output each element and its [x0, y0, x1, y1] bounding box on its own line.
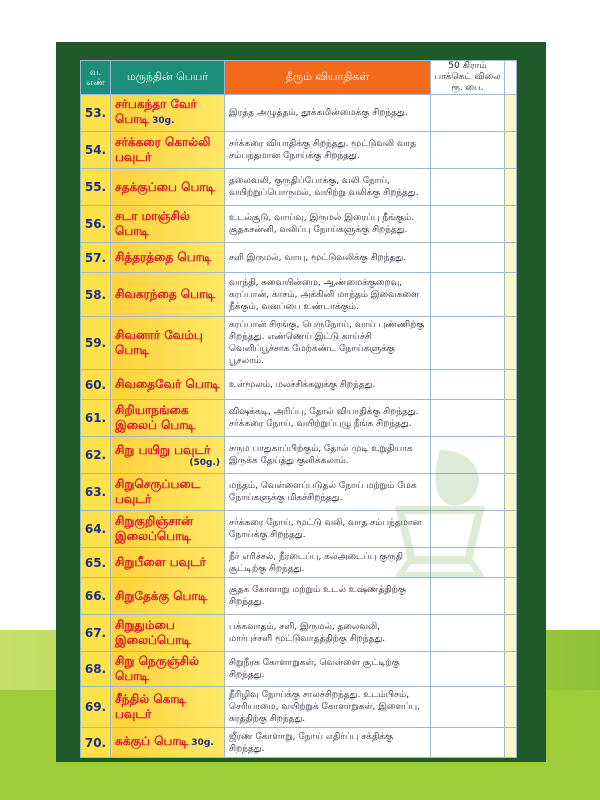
- row-medicine-name-cell: [111, 273, 225, 317]
- row-blank-cell: [505, 169, 517, 206]
- table-row: [81, 652, 517, 687]
- row-blank-cell: [505, 317, 517, 370]
- row-serial-number: 53.: [81, 95, 111, 132]
- header-price: [431, 61, 505, 95]
- row-quantity: (50g.): [189, 457, 220, 468]
- table-row: [81, 474, 517, 511]
- row-blank-cell: [505, 400, 517, 437]
- row-medicine-name: சிவதைவேர் பொடி: [115, 377, 220, 391]
- row-medicine-name-cell: [111, 132, 225, 169]
- row-medicine-name-cell: [111, 95, 225, 132]
- row-medicine-name-cell: [111, 615, 225, 652]
- row-price-cell: [431, 243, 505, 273]
- row-price-cell: [431, 474, 505, 511]
- row-serial-number: 70.: [81, 728, 111, 758]
- row-serial-number: 54.: [81, 132, 111, 169]
- row-price-cell: [431, 511, 505, 548]
- row-medicine-name-cell: [111, 169, 225, 206]
- row-blank-cell: [505, 437, 517, 474]
- row-medicine-name: சுக்குப் பொடி: [115, 734, 189, 748]
- row-medicine-name-cell: [111, 687, 225, 728]
- row-medicine-name: சிறுதேக்கு பொடி: [115, 588, 208, 603]
- row-medicine-name: சித்தரத்தை பொடி: [115, 250, 212, 264]
- row-benefits: பக்கவாதம், சளி, இருமல், தலைவலி, மார்புச்சளி மூட்டுவாதத்திற்கு சிறந்தது.: [225, 615, 431, 652]
- row-medicine-name-cell: [111, 728, 225, 758]
- header-price-line1: 50 கிராம்: [448, 61, 487, 71]
- row-price-cell: [431, 687, 505, 728]
- header-blank-column: [505, 61, 517, 95]
- table-row: [81, 317, 517, 370]
- row-price-cell: [431, 206, 505, 243]
- row-medicine-name-cell: [111, 474, 225, 511]
- row-quantity: 30g.: [152, 116, 175, 126]
- table-row: [81, 370, 517, 400]
- row-medicine-name: சர்பகந்தா வேர் பொடி: [115, 97, 197, 126]
- row-price-cell: [431, 578, 505, 615]
- row-medicine-name-cell: [111, 548, 225, 578]
- row-benefits: நீரிழிவு நோய்க்கு சாலச்சிறந்தது. உடம்பிசம், செரியாமை, வயிற்றுக் கோளாறுகள், இளைப்பு, சுரத்திற்கு சிறந்தது.: [225, 687, 431, 728]
- row-medicine-name-cell: [111, 652, 225, 687]
- header-serial-number: வ. எண்: [81, 61, 111, 95]
- row-price-cell: [431, 273, 505, 317]
- table-row: [81, 548, 517, 578]
- row-blank-cell: [505, 243, 517, 273]
- row-benefits: இரத்த அழுத்தம், தூக்கமின்மைக்கு சிறந்தது.: [225, 95, 431, 132]
- row-benefits: சூதக கோளாறு மற்றும் உடல் உஷ்ணத்திற்கு சிறந்தது.: [225, 578, 431, 615]
- row-medicine-name-cell: [111, 400, 225, 437]
- table-row: [81, 578, 517, 615]
- medicine-price-table: [80, 60, 517, 758]
- row-medicine-name: சிவனார் வேம்பு பொடி: [115, 328, 203, 357]
- row-serial-number: 60.: [81, 370, 111, 400]
- row-serial-number: 57.: [81, 243, 111, 273]
- row-serial-number: 56.: [81, 206, 111, 243]
- table-row: [81, 437, 517, 474]
- header-price-line3: ரூ. பை.: [451, 83, 484, 93]
- table-row: [81, 169, 517, 206]
- row-serial-number: 69.: [81, 687, 111, 728]
- row-medicine-name: சிறுசெருப்படை பவுடர்: [115, 477, 201, 506]
- table-row: [81, 243, 517, 273]
- row-benefits: சர்க்கரை நோய், மூட்டு வலி, வாத சம்பந்தமான நோய்க்கு சிறந்தது.: [225, 511, 431, 548]
- row-medicine-name-cell: [111, 243, 225, 273]
- row-medicine-name: சிறுகுறிஞ்சான் இலைப்பொடி: [115, 514, 193, 543]
- row-blank-cell: [505, 548, 517, 578]
- row-quantity: 30g.: [191, 738, 214, 748]
- row-benefits: மந்தம், வெள்ளைப்படுதல் நோய் மற்றும் மேக நோய்களுக்கு மிகச்சிறந்தது.: [225, 474, 431, 511]
- header-benefits: தீரும் வியாதிகள்: [225, 61, 431, 95]
- row-medicine-name-cell: [111, 317, 225, 370]
- row-benefits: கரப்பான் சிரங்கு, பெருநோய், வாய் புண்ணிற்கு சிறந்தது. எண்ணெய் இட்டு காய்ச்சி வெளிப்பூச்சாக மேற்கண்ட நோய்களுக்கு பூசலாம்.: [225, 317, 431, 370]
- row-serial-number: 66.: [81, 578, 111, 615]
- table-row: [81, 728, 517, 758]
- row-serial-number: 61.: [81, 400, 111, 437]
- row-blank-cell: [505, 370, 517, 400]
- row-blank-cell: [505, 728, 517, 758]
- row-price-cell: [431, 95, 505, 132]
- row-medicine-name-cell: [111, 437, 225, 474]
- row-medicine-name: சிறுபீளை பவுடர்: [115, 555, 206, 569]
- row-blank-cell: [505, 95, 517, 132]
- row-medicine-name: சிவகரந்தை பொடி: [115, 287, 215, 301]
- row-serial-number: 59.: [81, 317, 111, 370]
- table-row: [81, 273, 517, 317]
- row-serial-number: 65.: [81, 548, 111, 578]
- row-medicine-name: சிறியாநங்கை இலைப் பொடி: [115, 403, 196, 432]
- row-medicine-name: சிறுதும்பை இலைப்பொடி: [115, 618, 192, 647]
- row-blank-cell: [505, 273, 517, 317]
- row-blank-cell: [505, 652, 517, 687]
- row-benefits: உடல்சூடு, வாய்வு, இருமல் இரைப்பு நீங்கும். சூதகசன்னி, வலிப்பு நோய்களுக்கு சிறந்தது.: [225, 206, 431, 243]
- row-serial-number: 55.: [81, 169, 111, 206]
- row-serial-number: 64.: [81, 511, 111, 548]
- row-medicine-name-cell: [111, 511, 225, 548]
- row-price-cell: [431, 548, 505, 578]
- row-price-cell: [431, 370, 505, 400]
- row-medicine-name: சிறு நெருஞ்சில் பொடி: [115, 654, 200, 683]
- table-row: [81, 511, 517, 548]
- table-row: [81, 687, 517, 728]
- row-benefits: சிறுநீரக கோளாறுகள், வெள்ளை சூட்டிற்கு சிறந்தது.: [225, 652, 431, 687]
- row-benefits: தலைவலி, குருதிப்போக்கு, வலி நோய், வயிற்றுப்பொருமல், வயிற்று வலிக்கு சிறந்தது.: [225, 169, 431, 206]
- row-medicine-name: சிறு பயிறு பவுடர்: [115, 442, 211, 457]
- table-row: [81, 615, 517, 652]
- row-price-cell: [431, 400, 505, 437]
- row-serial-number: 62.: [81, 437, 111, 474]
- header-price-line2: பாக்கெட் விலை: [434, 72, 501, 82]
- table-row: [81, 95, 517, 132]
- row-price-cell: [431, 317, 505, 370]
- row-price-cell: [431, 615, 505, 652]
- row-benefits: நீர் எரிச்சல், நீரடைப்பு, கல்அடைப்பு குருதி சூட்டிற்கு சிறந்தது.: [225, 548, 431, 578]
- row-blank-cell: [505, 615, 517, 652]
- row-medicine-name-cell: [111, 578, 225, 615]
- table-row: [81, 132, 517, 169]
- row-blank-cell: [505, 474, 517, 511]
- table-header-row: [81, 61, 517, 95]
- row-price-cell: [431, 169, 505, 206]
- table-row: [81, 206, 517, 243]
- row-medicine-name: சடா மாஞ்சில் பொடி: [115, 209, 190, 238]
- row-price-cell: [431, 132, 505, 169]
- row-benefits: ஜீரண கோளாறு, நோய் எதிர்ப்பு சக்திக்கு சிறந்தது.: [225, 728, 431, 758]
- row-serial-number: 67.: [81, 615, 111, 652]
- row-price-cell: [431, 437, 505, 474]
- row-blank-cell: [505, 578, 517, 615]
- row-benefits: வாந்தி, சுவையின்மை, ஆண்மைக்குறைவு, கரப்பான், காசம், அக்கினி மாந்தம் இவைகளை நீக்கும், வனப்பை உண்டாக்கும்.: [225, 273, 431, 317]
- row-blank-cell: [505, 687, 517, 728]
- row-price-cell: [431, 652, 505, 687]
- row-benefits: சரும பாதுகாப்பிற்கும், தோல் முடி உறுதியாக இருக்க தேய்த்து குளிக்கலாம்.: [225, 437, 431, 474]
- row-blank-cell: [505, 511, 517, 548]
- row-blank-cell: [505, 132, 517, 169]
- row-benefits: உள்மூலம், மலச்சிக்கலுக்கு சிறந்தது.: [225, 370, 431, 400]
- row-medicine-name-cell: [111, 206, 225, 243]
- row-benefits: சளி இருமல், வாயு, மூட்டுவலிக்கு சிறந்தது.: [225, 243, 431, 273]
- row-medicine-name-cell: [111, 370, 225, 400]
- row-serial-number: 68.: [81, 652, 111, 687]
- medicine-price-table-container: [80, 60, 516, 754]
- header-medicine-name: மருந்தின் பெயர்: [111, 61, 225, 95]
- row-benefits: விஷக்கடி, அரிப்பு, தோல் வியாதிக்கு சிறந்தது. சர்க்கரை நோய், வயிற்றுப்புழு நீங்க சிறந்தது.: [225, 400, 431, 437]
- row-medicine-name: சதக்குப்பை பொடி: [115, 179, 216, 194]
- row-blank-cell: [505, 206, 517, 243]
- row-price-cell: [431, 728, 505, 758]
- row-serial-number: 58.: [81, 273, 111, 317]
- row-medicine-name: சர்க்கரை கொல்லி பவுடர்: [115, 135, 211, 164]
- row-serial-number: 63.: [81, 474, 111, 511]
- row-medicine-name: சீந்தில் கொடி பவுடர்: [115, 692, 187, 721]
- row-benefits: சர்க்கரை வியாதிக்கு சிறந்தது. மூட்டுவலி வாத சம்பந்தமான நோய்க்கு சிறந்தது.: [225, 132, 431, 169]
- table-row: [81, 400, 517, 437]
